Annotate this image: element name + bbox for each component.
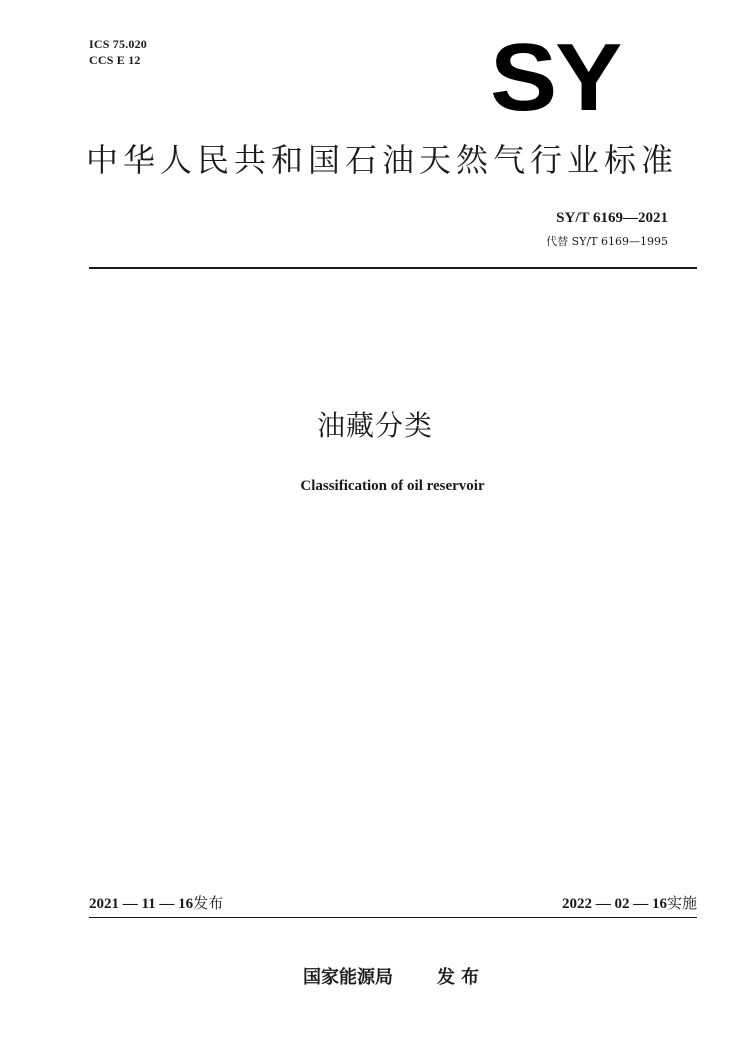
classification-codes bbox=[89, 36, 147, 68]
issuing-action: 发布 bbox=[437, 967, 485, 988]
standard-number: SY/T 6169—2021 bbox=[556, 210, 668, 226]
header-divider bbox=[89, 267, 697, 269]
issue-date-value: 2021 — 11 — 16 bbox=[89, 896, 194, 912]
sy-logo bbox=[490, 24, 640, 131]
implementation-date-value: 2022 — 02 — 16 bbox=[561, 896, 667, 912]
issuing-authority: 国家能源局 bbox=[303, 967, 393, 988]
replaced-standard: 代替 SY/T 6169—1995 bbox=[546, 235, 668, 248]
document-title-english: Classification of oil reservoir bbox=[300, 478, 485, 494]
sy-logo-text: SY bbox=[490, 24, 621, 131]
issue-date bbox=[89, 893, 223, 914]
ics-code: ICS 75.020 bbox=[89, 37, 148, 51]
issue-date-label: 发布 bbox=[193, 894, 224, 912]
footer-divider bbox=[89, 917, 697, 918]
implementation-date-label: 实施 bbox=[666, 894, 697, 912]
national-standard-title: 中华人民共和国石油天然气行业标准 bbox=[86, 141, 679, 179]
ccs-code: CCS E 12 bbox=[89, 53, 141, 67]
document-title-chinese: 油藏分类 bbox=[316, 409, 433, 442]
implementation-date bbox=[562, 893, 697, 914]
